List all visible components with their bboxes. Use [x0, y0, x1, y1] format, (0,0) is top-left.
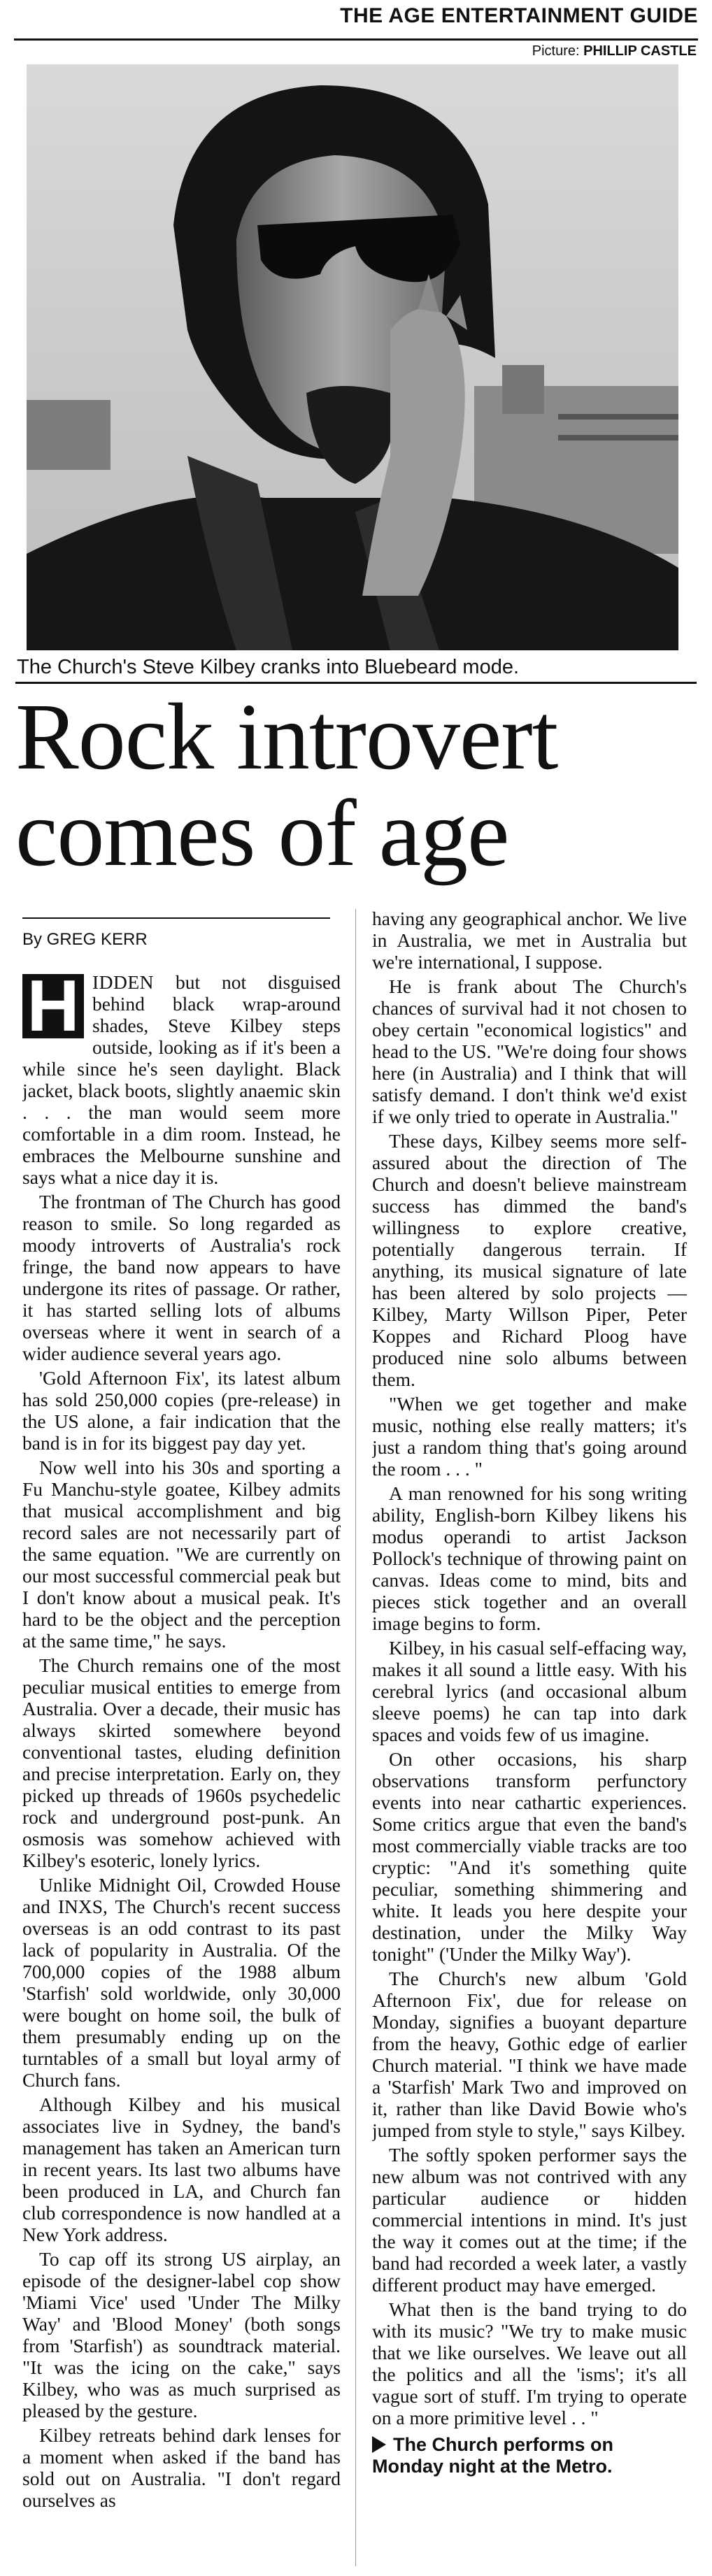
paragraph: These days, Kilbey seems more self-assured about the direction of The Church and doesn't believe mainstream success has dimmed the band's willingness to explore creative, potentially dangerous terrain. If anything, its musical signature of late has been altered by solo projects — Kilbey, Marty Willson Piper, Peter Koppes and Richard Ploog have produced nine solo albums between them. [372, 1130, 687, 1390]
picture-credit-name: PHILLIP CASTLE [583, 43, 697, 59]
arrow-icon [372, 2436, 386, 2453]
performance-note-text: The Church performs on Monday night at the Metro. [372, 2434, 614, 2477]
portrait-illustration [27, 64, 678, 650]
section-title: THE AGE ENTERTAINMENT GUIDE [340, 4, 698, 27]
paragraph: Now well into his 30s and sporting a Fu Manchu-style goatee, Kilbey admits that musical accomplishment and big record sales are not necessarily part of the same equation. "We are currently on our most successful commercial peak but I don't know about a musical peak. It's hard to be the object and the perception at the same time," he says. [22, 1457, 341, 1652]
paragraph: To cap off its strong US airplay, an episode of the designer-label cop show 'Miami Vice' used 'Under The Milky Way' and 'Blood Money' (both songs from 'Starfish') as soundtrack material. "It was the icing on the cake," says Kilbey, who was as much surprised as pleased by the gesture. [22, 2248, 341, 2421]
headline-line-2: comes of age [15, 781, 509, 886]
performance-note [372, 2434, 687, 2477]
paragraph: The Church's new album 'Gold Afternoon Fix', due for release on Monday, signifies a buoyant departure from the heavy, Gothic edge of earlier Church material. "I think we have made a 'Starfish' Mark Two and improved on it, rather than like David Bowie who's jumped from style to style," says Kilbey. [372, 1968, 687, 2141]
byline: By GREG KERR [22, 930, 148, 949]
paragraph: He is frank about The Church's chances of survival had it not chosen to obey certain "economical logistics" and head to the US. "We're doing four shows here (in Australia) and I think that will satisfy demand. I don't think we'd exist if we only tried to operate in Australia." [372, 975, 687, 1127]
paragraph: Although Kilbey and his musical associates live in Sydney, the band's management has taken an American turn in recent years. Its last two albums have been produced in LA, and Church fan club correspondence is now handled at a New York address. [22, 2094, 341, 2245]
picture-credit-label: Picture: [532, 43, 584, 59]
paragraph: The frontman of The Church has good reason to smile. So long regarded as moody introverts of Australia's rock fringe, the band now appears to have undergone its rites of passage. Or rather, it has started selling lots of albums overseas where it went in search of a wider audience several years ago. [22, 1191, 341, 1364]
paragraph: The softly spoken performer says the new album was not contrived with any particular audience or hidden commercial intentions in mind. It's just the way it comes out at the time; if the band had recorded a week later, a vastly different product may have emerged. [372, 2144, 687, 2296]
drop-cap: H [22, 974, 84, 1038]
paragraph-lead [22, 966, 341, 1188]
lead-paragraph-text: but not disguised behind black wrap-around shades, Steve Kilbey steps outside, looking as if it's been a while since he's seen daylight. Black jacket, black boots, slightly anaemic skin . . . the man would seem more comfortable in a dim room. Instead, he embraces the Melbourne sunshine and says what a nice day it is. [22, 971, 341, 1188]
paragraph: Kilbey retreats behind dark lenses for a moment when asked if the band has sold out on Australia. "I don't regard ourselves as [22, 2424, 341, 2511]
paragraph-continued: having any geographical anchor. We live in Australia, we met in Australia but we're international, I suppose. [372, 908, 687, 973]
paragraph: A man renowned for his song writing ability, English-born Kilbey likens his modus operandi to artist Jackson Pollock's technique of throwing paint on canvas. Ideas come to mind, bits and pieces stick together and an overall image begins to form. [372, 1482, 687, 1634]
paragraph: The Church remains one of the most peculiar musical entities to emerge from Australia. Over a decade, their music has always skirted somewhere beyond conventional tastes, eluding definition and precise interpretation. Early on, they picked up threads of 1960s psychedelic rock and underground post-punk. An osmosis was somehow achieved with Kilbey's esoteric, lonely lyrics. [22, 1654, 341, 1871]
paragraph: Unlike Midnight Oil, Crowded House and INXS, The Church's recent success overseas is an odd contrast to its past lack of popularity in Australia. Of the 700,000 copies of the 1988 album 'Starfish' sold worldwide, only 30,000 were bought on home soil, the bulk of them presumably ending up on the turntables of a small but loyal army of Church fans. [22, 1874, 341, 2091]
paragraph: What then is the band trying to do with its music? "We try to make music that we like ourselves. We leave out all the politics and all the 'isms'; it's all vague sort of stuff. I'm trying to operate on a more primitive level . . " [372, 2298, 687, 2428]
portrait-photo [27, 64, 678, 650]
headline-line-1: Rock introvert [15, 685, 558, 789]
paragraph: 'Gold Afternoon Fix', its latest album has sold 250,000 copies (pre-release) in the US alone, a fair indication that the band is in for its biggest pay day yet. [22, 1367, 341, 1454]
section-header [14, 0, 698, 41]
article-column-left [22, 917, 341, 2568]
photo-caption: The Church's Steve Kilbey cranks into Bluebeard mode. [15, 656, 697, 684]
article-column-right [372, 908, 687, 2568]
lead-in: IDDEN [92, 971, 155, 993]
paragraph: On other occasions, his sharp observations transform perfunctory events into near cathartic experiences. Some critics argue that even the band's most commercially viable tracks are too cryptic: "And it's something quite peculiar, something shimmering and white. It leads you here despite your destination, under the Milky Way tonight" ('Under the Milky Way'). [372, 1748, 687, 1965]
picture-credit [532, 43, 697, 59]
paragraph: Kilbey, in his casual self-effacing way, makes it all sound a little easy. With his cerebral lyrics (and occasional album sleeve poems) he can tap into dark spaces and voids few of us imagine. [372, 1637, 687, 1745]
byline-rule [22, 917, 330, 919]
paragraph: "When we get together and make music, nothing else really matters; it's just a random thing that's going around the room . . . " [372, 1393, 687, 1480]
column-divider [355, 909, 356, 2566]
headline [15, 685, 698, 886]
